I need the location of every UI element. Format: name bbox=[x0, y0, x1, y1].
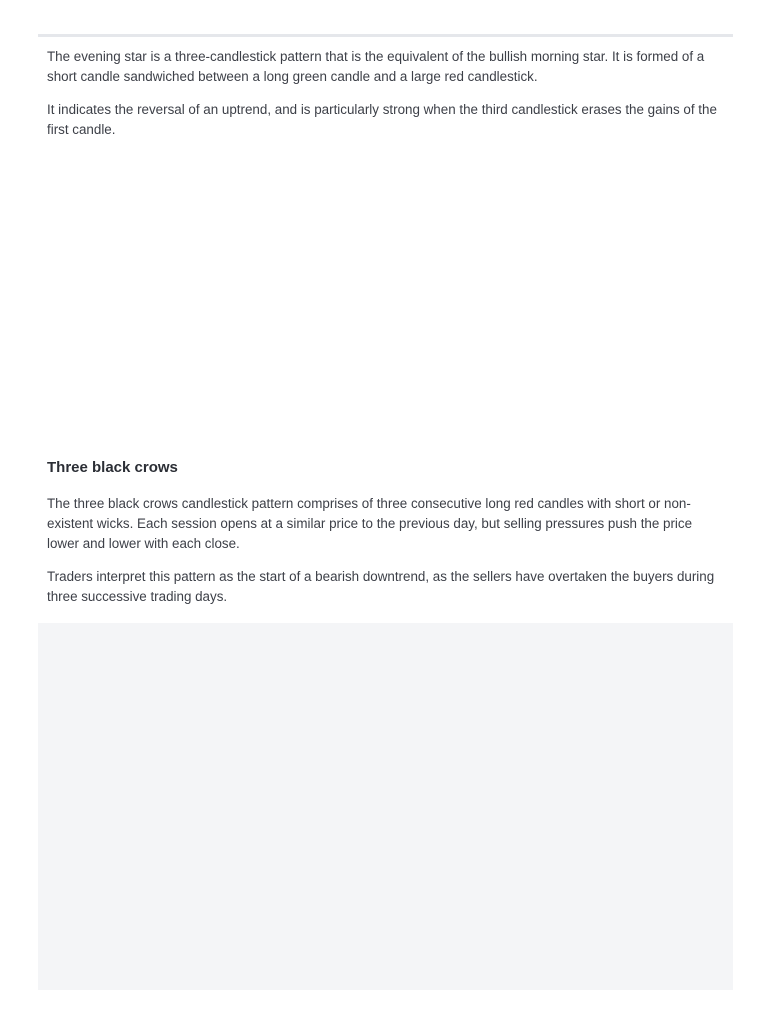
three-black-crows-image-placeholder bbox=[38, 623, 733, 990]
three-black-crows-heading: Three black crows bbox=[47, 459, 178, 476]
three-black-crows-paragraph-2: Traders interpret this pattern as the start of a bearish downtrend, as the sellers have overtaken the buyers during three successive trading days. bbox=[47, 569, 715, 604]
evening-star-paragraph-1: The evening star is a three-candlestick pattern that is the equivalent of the bullish morning star. It is formed of a short candle sandwiched between a long green candle and a large red candlestick. bbox=[47, 49, 705, 84]
evening-star-paragraph-2: It indicates the reversal of an uptrend, and is particularly strong when the third candlestick erases the gains of the first candle. bbox=[47, 102, 717, 137]
evening-star-image-area bbox=[38, 140, 733, 458]
three-black-crows-paragraph-1: The three black crows candlestick pattern comprises of three consecutive long red candles with short or non-existent wicks. Each session opens at a similar price to the previous day, but selling pressures push the price lower and lower with each close. bbox=[47, 496, 693, 551]
top-divider bbox=[38, 34, 733, 37]
article bbox=[38, 34, 733, 994]
evening-star-section bbox=[38, 47, 733, 140]
three-black-crows-section bbox=[38, 458, 733, 607]
